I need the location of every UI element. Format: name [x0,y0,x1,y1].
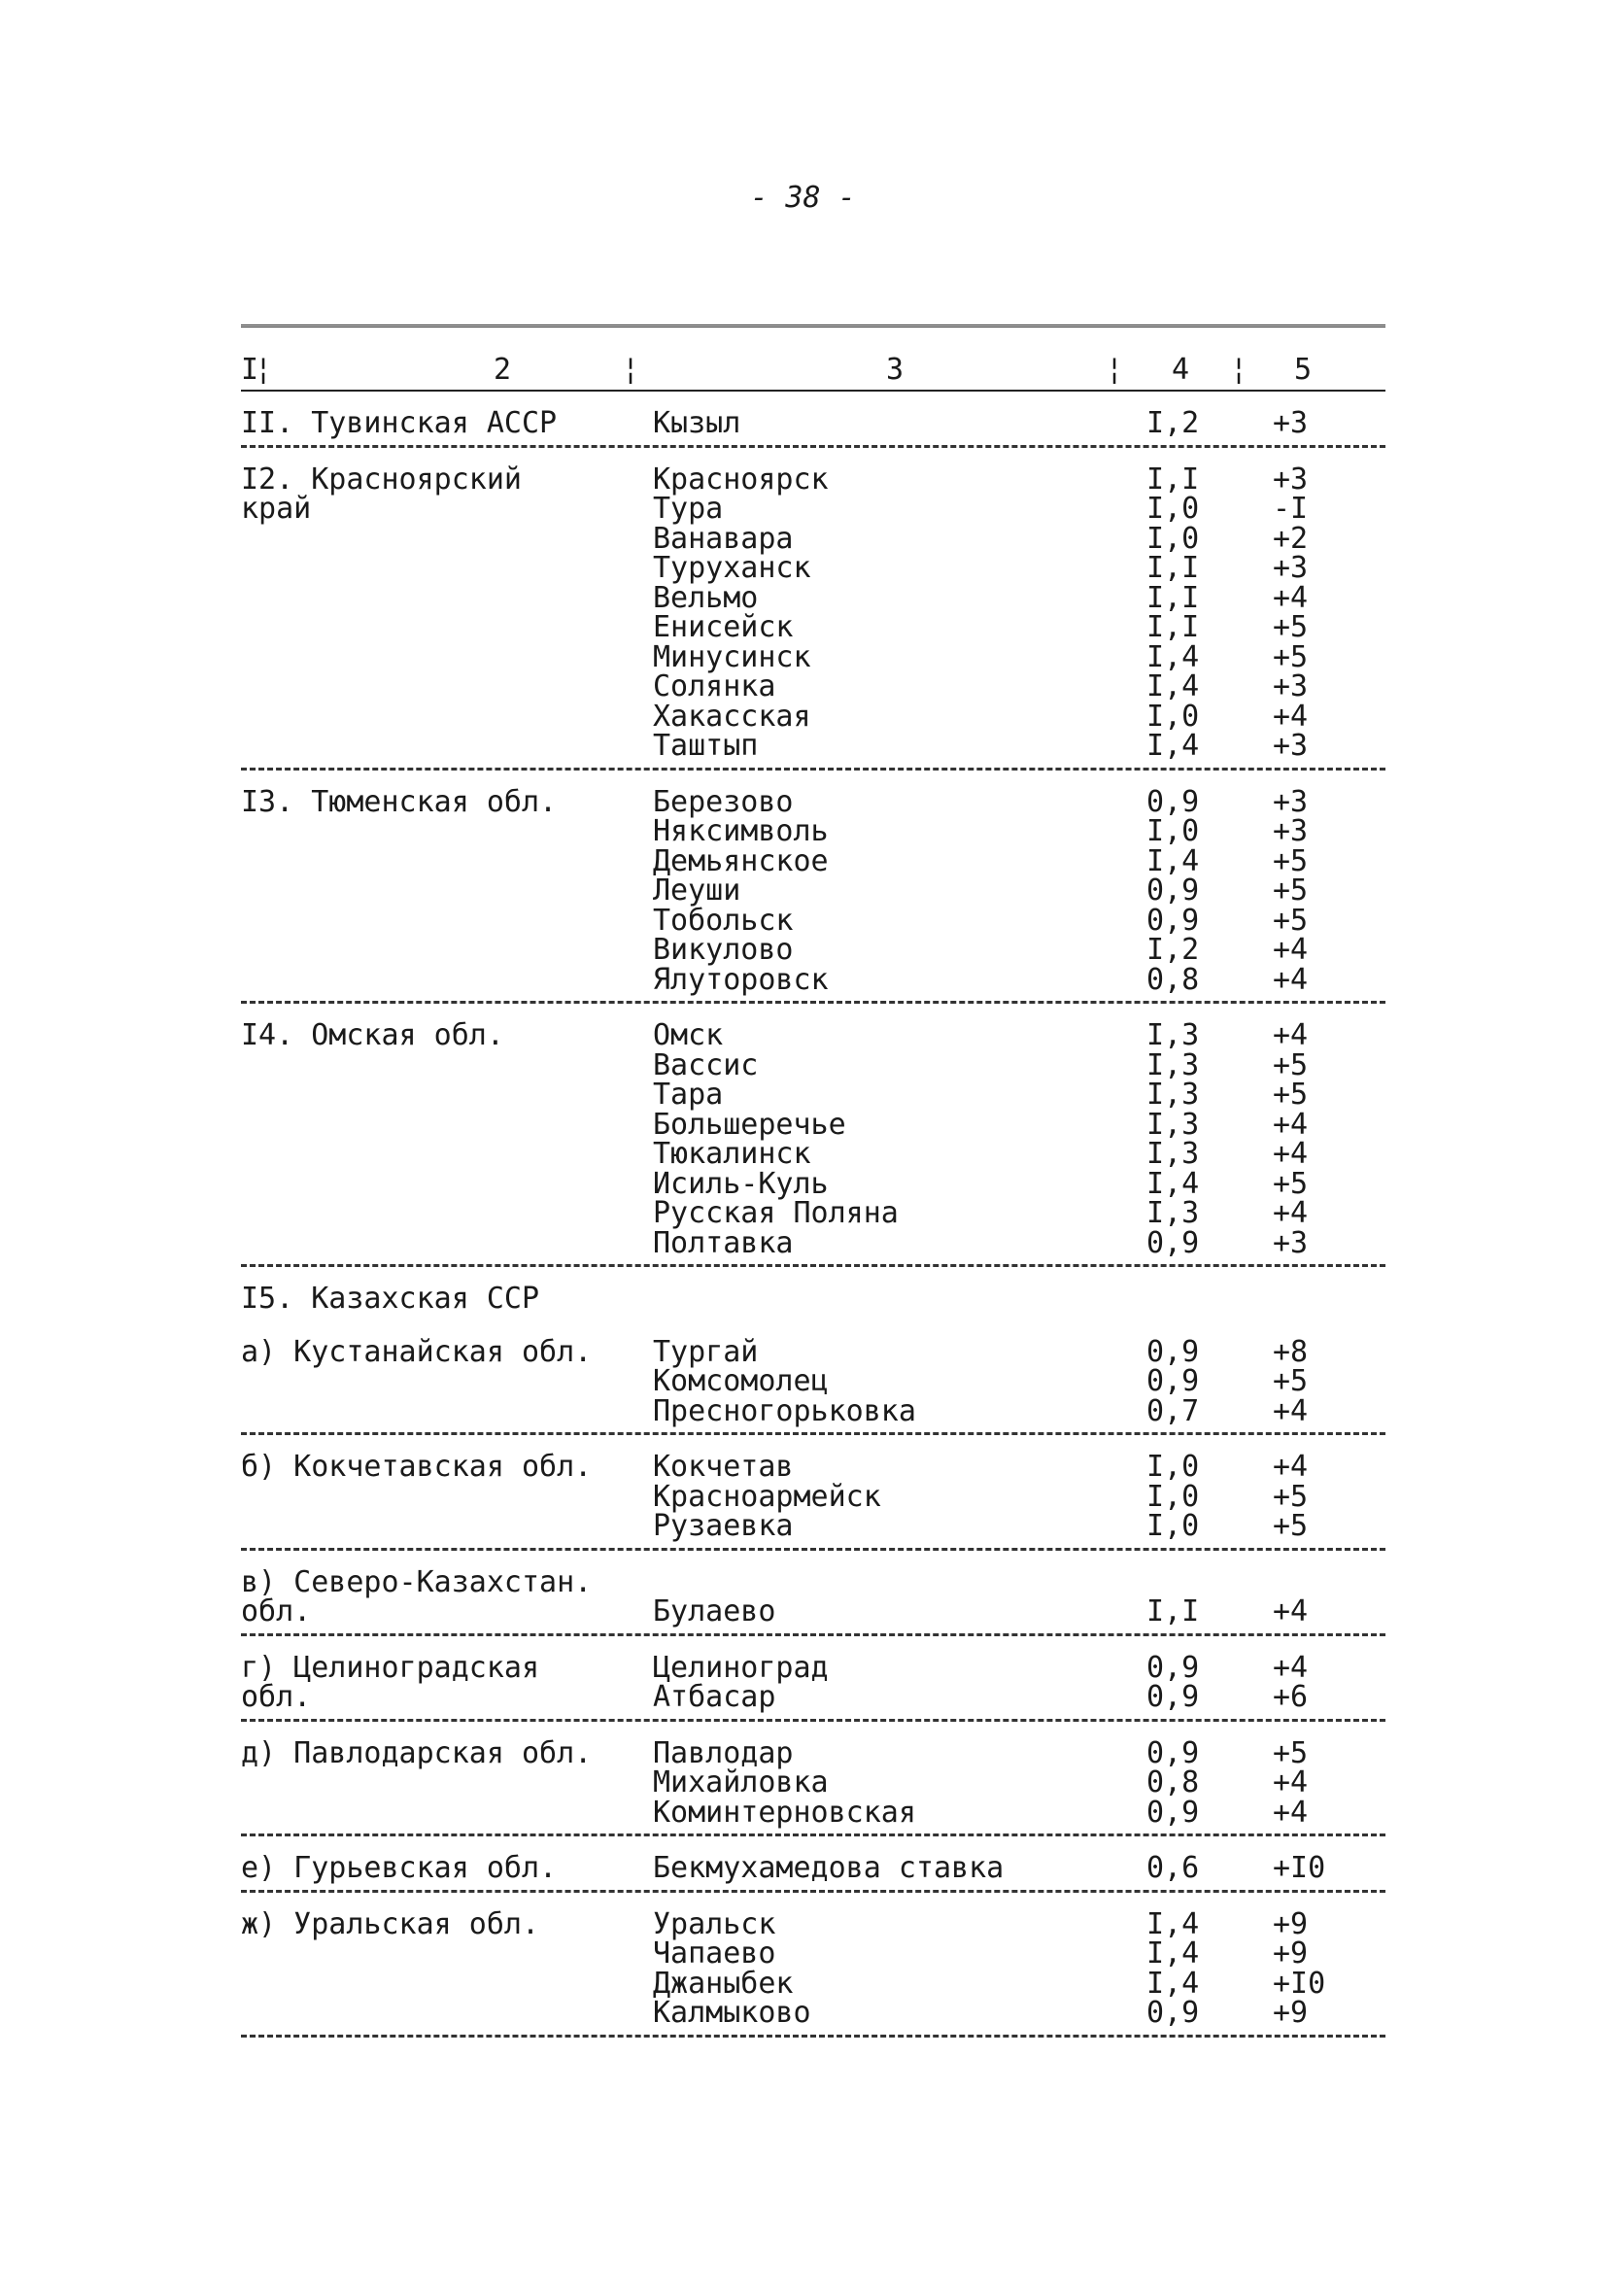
table-section [241,1435,1385,1551]
value-col-5: +9 [1273,1996,1309,2030]
value-col-5: +9 [1273,1936,1309,1970]
value-col-4: I,3 [1146,1047,1200,1082]
table-row [241,933,1385,967]
station-name: Солянка [653,669,776,703]
table-section [241,392,1385,448]
station-name: Атбасар [653,1680,776,1714]
value-col-5: -I [1273,492,1309,526]
table-row [241,492,1385,526]
region-label: I4. Омская обл. [241,1018,504,1052]
station-name: Туруханск [653,551,811,585]
value-col-4: I,2 [1146,406,1200,440]
region-label: а) Кустанайская обл. [241,1334,593,1369]
table-row [241,639,1385,674]
value-col-5: +4 [1273,1393,1309,1428]
value-col-5: +I0 [1273,1851,1326,1885]
value-col-4: 0,9 [1146,874,1200,908]
value-col-4: 0,6 [1146,1851,1200,1885]
value-col-4: 0,9 [1146,1364,1200,1398]
table-section [241,771,1385,1005]
value-col-4: I,3 [1146,1078,1200,1112]
value-col-4: I,4 [1146,669,1200,703]
value-col-5: +5 [1273,1509,1309,1543]
value-col-5: +4 [1273,1594,1309,1628]
value-col-4: I,4 [1146,1906,1200,1941]
value-col-4: I,4 [1146,1966,1200,2001]
data-table [241,325,1385,2038]
table-row [241,521,1385,556]
table-section [241,1320,1385,1436]
station-name: Целиноград [653,1650,829,1685]
value-col-4: I,I [1146,610,1200,644]
value-col-5: +5 [1273,1479,1309,1514]
value-col-4: 0,9 [1146,1225,1200,1260]
table-row [241,1735,1385,1770]
table-row [241,1166,1385,1201]
table-row [241,876,1385,907]
station-name: Леуши [653,874,741,908]
header-col-1: I [241,353,259,387]
table-row [241,1018,1385,1052]
region-label: I5. Казахская ССР [241,1282,540,1316]
station-name: Павлодар [653,1735,794,1770]
value-col-4: 0,8 [1146,1765,1200,1799]
table-section [241,1636,1385,1722]
value-col-4: I,0 [1146,699,1200,734]
station-name: Большеречье [653,1107,846,1142]
value-col-5: +3 [1273,669,1309,703]
header-col-3: 3 [886,353,905,387]
value-col-4: I,4 [1146,843,1200,878]
table-row [241,1594,1385,1628]
table-row [241,669,1385,703]
table-row [241,1765,1385,1799]
station-name: Демьянское [653,843,829,878]
table-row [241,784,1385,819]
header-sep: ¦ [622,353,640,387]
region-label: I2. Красноярский [241,462,522,497]
value-col-4: I,3 [1146,1107,1200,1142]
value-col-5: +4 [1273,1795,1309,1830]
station-name: Кокчетав [653,1450,794,1484]
value-col-4: 0,9 [1146,1996,1200,2030]
table-row [241,1650,1385,1685]
table-section [241,1722,1385,1837]
value-col-5: +5 [1273,1047,1309,1082]
station-name: Красноармейск [653,1479,881,1514]
value-col-5: +4 [1273,580,1309,615]
value-col-5: +5 [1273,1364,1309,1398]
value-col-4: I,3 [1146,1196,1200,1230]
header-col-5: 5 [1294,353,1313,387]
value-col-4: I,0 [1146,521,1200,556]
table-row [241,1080,1385,1111]
station-name: Вассис [653,1047,759,1082]
page-number: - 38 - [750,181,856,215]
table-section [241,1836,1385,1893]
station-name: Минусинск [653,639,811,674]
value-col-4: 0,9 [1146,1795,1200,1830]
value-col-5: +8 [1273,1334,1309,1369]
value-col-4: I,0 [1146,1479,1200,1514]
table-row [241,1196,1385,1230]
value-col-4: 0,9 [1146,1650,1200,1685]
station-name: Ванавара [653,521,794,556]
station-name: Хакасская [653,699,811,734]
region-label: д) Павлодарская обл. [241,1735,593,1770]
table-row [241,1364,1385,1398]
header-sep: ¦ [255,353,273,387]
value-col-5: +3 [1273,551,1309,585]
value-col-5: +5 [1273,1078,1309,1112]
value-col-4: I,4 [1146,1936,1200,1970]
value-col-4: 0,8 [1146,962,1200,997]
station-name: Кызыл [653,406,741,440]
value-col-4: I,4 [1146,639,1200,674]
table-row [241,1137,1385,1171]
value-col-4: I,0 [1146,492,1200,526]
table-section [241,1551,1385,1636]
region-label: край [241,492,312,526]
station-name: Калмыково [653,1996,811,2030]
table-row [241,1680,1385,1714]
value-col-4: 0,9 [1146,1680,1200,1714]
value-col-4: I,2 [1146,933,1200,967]
header-col-2: 2 [494,353,512,387]
value-col-5: +4 [1273,1137,1309,1171]
region-label: е) Гурьевская обл. [241,1851,558,1885]
station-name: Викулово [653,933,794,967]
station-name: Комсомолец [653,1364,829,1398]
table-row [241,729,1385,763]
value-col-4: 0,9 [1146,1334,1200,1369]
table-row [241,406,1385,440]
value-col-4: I,I [1146,580,1200,615]
table-row [241,1509,1385,1543]
table-section [241,1004,1385,1267]
table-section [241,1267,1385,1320]
table-row [241,1393,1385,1428]
value-col-5: +9 [1273,1906,1309,1941]
station-name: Рузаевка [653,1509,794,1543]
table-row [241,1107,1385,1142]
station-name: Булаево [653,1594,776,1628]
region-label: б) Кокчетавская обл. [241,1450,593,1484]
value-col-5: +3 [1273,406,1309,440]
station-name: Чапаево [653,1936,776,1970]
table-row [241,903,1385,938]
station-name: Тура [653,492,724,526]
value-col-4: 0,7 [1146,1393,1200,1428]
table-row [241,699,1385,734]
table-row [241,462,1385,497]
station-name: Полтавка [653,1225,794,1260]
value-col-5: +4 [1273,1196,1309,1230]
table-row [241,580,1385,615]
table-header [241,333,1385,392]
value-col-4: I,0 [1146,814,1200,848]
value-col-5: +4 [1273,962,1309,997]
table-section [241,448,1385,771]
value-col-4: I,I [1146,462,1200,497]
station-name: Пресногорьковка [653,1393,916,1428]
value-col-5: +4 [1273,933,1309,967]
station-name: Коминтерновская [653,1795,916,1830]
value-col-5: +2 [1273,521,1309,556]
station-name: Михайловка [653,1765,829,1799]
table-row [241,1936,1385,1970]
region-label: I3. Тюменская обл. [241,784,558,819]
table-row [241,1450,1385,1484]
value-col-4: I,3 [1146,1018,1200,1052]
station-name: Омск [653,1018,724,1052]
station-name: Таштып [653,729,759,763]
value-col-5: +5 [1273,1166,1309,1201]
value-col-4: I,3 [1146,1137,1200,1171]
region-label: г) Целиноградская [241,1650,540,1685]
region-label: в) Северо-Казахстан. [241,1564,593,1599]
value-col-5: +3 [1273,784,1309,819]
station-name: Уральск [653,1906,776,1941]
table-row [241,551,1385,585]
value-col-4: I,I [1146,1594,1200,1628]
value-col-5: +6 [1273,1680,1309,1714]
value-col-4: 0,9 [1146,903,1200,938]
station-name: Русская Поляна [653,1196,899,1230]
station-name: Исиль-Куль [653,1166,829,1201]
region-label: обл. [241,1680,312,1714]
station-name: Тургай [653,1334,759,1369]
station-name: Джаныбек [653,1966,794,2001]
value-col-5: +5 [1273,843,1309,878]
value-col-5: +3 [1273,729,1309,763]
station-name: Тобольск [653,903,794,938]
table-row [241,814,1385,848]
station-name: Вельмо [653,580,759,615]
value-col-5: +3 [1273,462,1309,497]
table-row [241,1282,1385,1316]
value-col-5: +5 [1273,903,1309,938]
value-col-5: +3 [1273,1225,1309,1260]
station-name: Бекмухамедова ставка [653,1851,1005,1885]
table-row [241,1966,1385,2001]
station-name: Березово [653,784,794,819]
value-col-5: +4 [1273,1650,1309,1685]
table-section [241,1893,1385,2038]
table-row [241,1564,1385,1599]
value-col-5: +5 [1273,1735,1309,1770]
station-name: Няксимволь [653,814,829,848]
value-col-5: +5 [1273,610,1309,644]
value-col-4: I,0 [1146,1509,1200,1543]
value-col-4: 0,9 [1146,784,1200,819]
value-col-5: +I0 [1273,1966,1326,2001]
value-col-4: I,4 [1146,1166,1200,1201]
header-sep: ¦ [1106,353,1124,387]
station-name: Енисейск [653,610,794,644]
value-col-5: +4 [1273,1107,1309,1142]
table-row [241,610,1385,644]
table-top-rule [241,325,1385,333]
table-row [241,962,1385,997]
value-col-5: +4 [1273,1018,1309,1052]
table-row [241,1795,1385,1830]
table-row [241,1225,1385,1260]
region-label: обл. [241,1594,312,1628]
value-col-5: +5 [1273,874,1309,908]
table-row [241,1047,1385,1082]
table-row [241,843,1385,878]
value-col-5: +5 [1273,639,1309,674]
station-name: Красноярск [653,462,829,497]
value-col-5: +3 [1273,814,1309,848]
region-label: II. Тувинская АССР [241,406,558,440]
station-name: Ялуторовск [653,962,829,997]
value-col-4: I,0 [1146,1450,1200,1484]
table-row [241,1334,1385,1369]
table-row [241,1996,1385,2030]
value-col-5: +4 [1273,1765,1309,1799]
value-col-4: 0,9 [1146,1735,1200,1770]
value-col-5: +4 [1273,699,1309,734]
table-row [241,1851,1385,1885]
value-col-4: I,I [1146,551,1200,585]
value-col-5: +4 [1273,1450,1309,1484]
table-row [241,1906,1385,1941]
region-label: ж) Уральская обл. [241,1906,540,1941]
value-col-4: I,4 [1146,729,1200,763]
station-name: Тюкалинск [653,1137,811,1171]
header-col-4: 4 [1172,353,1190,387]
table-row [241,1479,1385,1514]
header-sep: ¦ [1230,353,1248,387]
station-name: Тара [653,1078,724,1112]
table-body [241,392,1385,2038]
